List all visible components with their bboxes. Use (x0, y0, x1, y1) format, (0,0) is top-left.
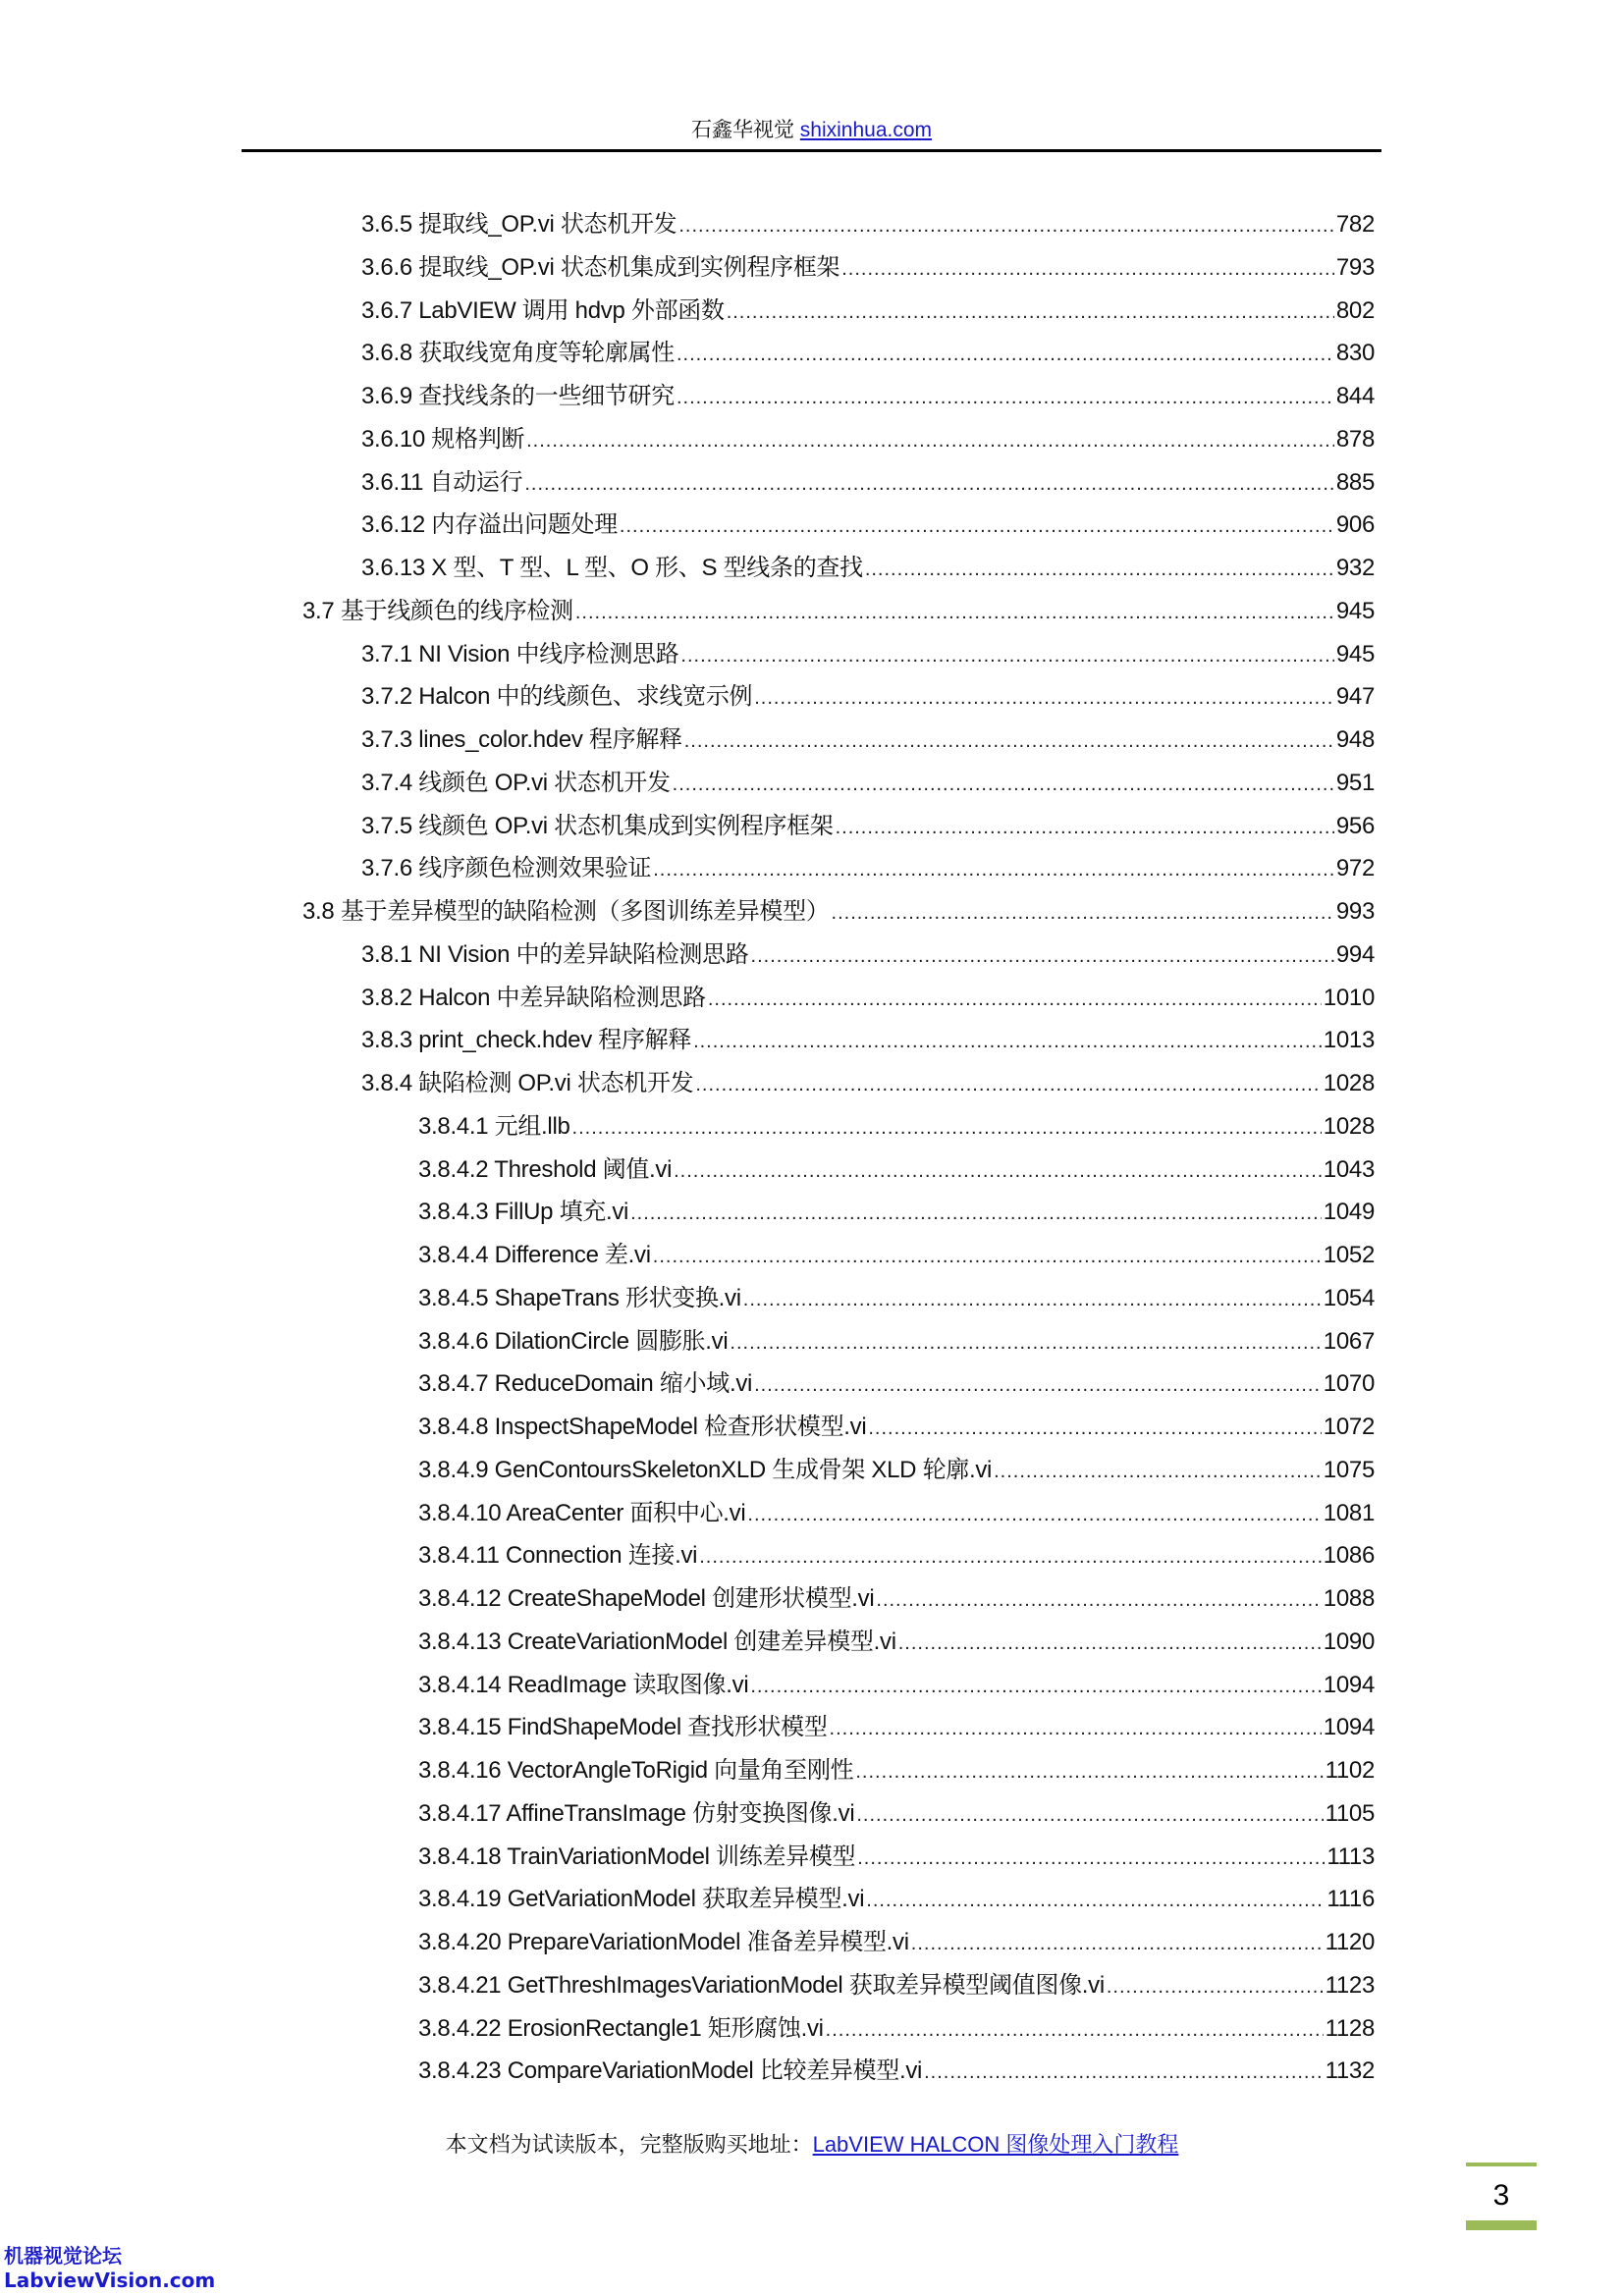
toc-entry-title: 3.8.4.12 CreateShapeModel 创建形状模型.vi (418, 1585, 875, 1612)
page-number: 3 (1492, 2179, 1510, 2212)
toc-entry[interactable] (361, 240, 1375, 283)
toc-entry-page: 994 (1335, 940, 1375, 968)
toc-entry[interactable] (418, 2001, 1375, 2044)
toc-entry[interactable] (361, 196, 1375, 240)
toc-entry-title: 3.8.4.22 ErosionRectangle1 矩形腐蚀.vi (418, 2014, 824, 2042)
toc-entry[interactable] (361, 626, 1375, 669)
toc-entry[interactable] (361, 1012, 1375, 1055)
toc-entry-page: 1028 (1323, 1112, 1375, 1140)
toc-entry-title: 3.6.6 提取线_OP.vi 状态机集成到实例程序框架 (361, 253, 840, 281)
toc-entry[interactable] (361, 540, 1375, 583)
toc-entry-page: 1102 (1325, 1757, 1375, 1784)
toc-entry-page: 1043 (1323, 1155, 1375, 1183)
toc-entry-title: 3.6.12 内存溢出问题处理 (361, 511, 618, 539)
toc-entry-page: 1123 (1325, 1971, 1375, 1999)
site-watermark (4, 2244, 215, 2293)
toc-entry[interactable] (418, 1871, 1375, 1914)
dot-leader (841, 255, 1334, 283)
toc-entry[interactable] (361, 454, 1375, 498)
toc-entry[interactable] (361, 411, 1375, 454)
toc-entry[interactable] (418, 1957, 1375, 2001)
dot-leader (572, 1114, 1322, 1142)
toc-entry[interactable] (418, 2043, 1375, 2086)
toc-entry[interactable] (361, 927, 1375, 970)
watermark-line1: 机器视觉论坛 (4, 2244, 122, 2268)
dot-leader (524, 470, 1334, 498)
header-title: 石鑫华视觉 (690, 119, 794, 141)
toc-entry[interactable] (418, 1786, 1375, 1829)
toc-entry-page: 844 (1335, 383, 1375, 409)
toc-entry-title: 3.6.10 规格判断 (361, 425, 525, 453)
dot-leader (754, 1371, 1322, 1399)
toc-entry-page: 1013 (1323, 1027, 1375, 1054)
toc-entry-title: 3.6.9 查找线条的一些细节研究 (361, 383, 675, 409)
toc-entry-page: 1010 (1323, 984, 1375, 1011)
toc-entry-page: 1052 (1323, 1242, 1375, 1268)
toc-entry[interactable] (361, 970, 1375, 1013)
dot-leader (653, 856, 1334, 883)
toc-entry-page: 1049 (1323, 1199, 1375, 1226)
toc-entry-title: 3.8.4.14 ReadImage 读取图像.vi (418, 1671, 749, 1698)
toc-entry-page: 793 (1335, 253, 1375, 281)
toc-entry-title: 3.8.4.1 元组.llb (418, 1112, 570, 1140)
dot-leader (680, 642, 1333, 669)
dot-leader (911, 1930, 1324, 1957)
toc-entry-page: 932 (1335, 555, 1375, 581)
toc-entry-page: 782 (1335, 211, 1375, 238)
toc-entry[interactable] (418, 1442, 1375, 1485)
toc-entry-title: 3.7.4 线颜色 OP.vi 状态机开发 (361, 769, 671, 796)
dot-leader (754, 684, 1334, 712)
toc-entry-title: 3.8.4.21 GetThreshImagesVariationModel 获取差异模型阈值图像.vi (418, 1971, 1105, 1999)
toc-entry[interactable] (302, 583, 1375, 626)
page-number-bar-top (1466, 2163, 1537, 2166)
dot-leader (674, 1157, 1322, 1185)
dot-leader (751, 942, 1334, 970)
toc-entry-title: 3.8.4.2 Threshold 阈值.vi (418, 1155, 673, 1183)
toc-entry-page: 885 (1335, 468, 1375, 496)
toc-entry[interactable] (418, 1399, 1375, 1442)
toc-entry[interactable] (418, 1829, 1375, 1872)
toc-entry[interactable] (418, 1485, 1375, 1528)
toc-entry-title: 3.8.4.19 GetVariationModel 获取差异模型.vi (418, 1886, 865, 1913)
toc-entry-title: 3.8.4.10 AreaCenter 面积中心.vi (418, 1499, 746, 1526)
toc-entry-page: 1090 (1323, 1628, 1375, 1655)
dot-leader (836, 814, 1334, 841)
toc-entry-page: 1054 (1323, 1284, 1375, 1311)
header-rule (242, 149, 1381, 152)
header-link[interactable]: shixinhua.com (799, 119, 933, 141)
toc-entry-page: 802 (1335, 296, 1375, 324)
toc-entry-title: 3.8.4.13 CreateVariationModel 创建差异模型.vi (418, 1628, 896, 1655)
dot-leader (1107, 1973, 1324, 2001)
toc-entry[interactable] (418, 1227, 1375, 1270)
toc-entry-title: 3.8.4.18 TrainVariationModel 训练差异模型 (418, 1842, 856, 1870)
toc-entry[interactable] (418, 1270, 1375, 1313)
toc-entry-page: 993 (1335, 898, 1375, 925)
toc-entry[interactable] (418, 1657, 1375, 1700)
dot-leader (677, 384, 1334, 411)
toc-entry-page: 906 (1335, 511, 1375, 539)
toc-entry-page: 1116 (1326, 1886, 1375, 1913)
toc-entry[interactable] (418, 1614, 1375, 1657)
toc-entry-title: 3.8.2 Halcon 中差异缺陷检测思路 (361, 984, 706, 1011)
dot-leader (620, 512, 1334, 540)
toc-entry-title: 3.7.6 线序颜色检测效果验证 (361, 855, 652, 882)
toc-entry-title: 3.8.4.8 InspectShapeModel 检查形状模型.vi (418, 1414, 867, 1440)
toc-entry-page: 1120 (1325, 1929, 1375, 1955)
toc-entry-page: 1128 (1325, 2014, 1375, 2042)
toc-entry-page: 1086 (1323, 1542, 1375, 1570)
toc-entry-title: 3.8.4.11 Connection 连接.vi (418, 1542, 698, 1570)
toc-entry-title: 3.7.5 线颜色 OP.vi 状态机集成到实例程序框架 (361, 812, 834, 839)
toc-entry-title: 3.8.3 print_check.hdev 程序解释 (361, 1027, 692, 1054)
dot-leader (830, 1715, 1322, 1742)
toc-entry-page: 1105 (1325, 1799, 1375, 1827)
toc-entry-title: 3.6.8 获取线宽角度等轮廓属性 (361, 340, 675, 367)
dot-leader (677, 341, 1334, 368)
toc-entry-title: 3.8.4.3 FillUp 填充.vi (418, 1199, 629, 1226)
dot-leader (526, 427, 1334, 454)
toc-entry-page: 1088 (1323, 1585, 1375, 1612)
dot-leader (826, 2016, 1324, 2044)
dot-leader (727, 298, 1334, 326)
toc-entry-page: 945 (1335, 640, 1375, 667)
toc-entry-title: 3.7.1 NI Vision 中线序检测思路 (361, 640, 679, 667)
header-text (242, 118, 1381, 143)
toc-entry-title: 3.8 基于差异模型的缺陷检测（多图训练差异模型） (302, 898, 830, 925)
toc-entry-page: 947 (1335, 683, 1375, 711)
toc-entry-page: 1028 (1323, 1070, 1375, 1096)
toc-entry-title: 3.8.4.23 CompareVariationModel 比较差异模型.vi (418, 2057, 923, 2085)
page-number-box (1466, 2163, 1537, 2231)
dot-leader (856, 1801, 1323, 1829)
dot-leader (708, 986, 1322, 1013)
toc-entry[interactable] (361, 755, 1375, 798)
toc-entry-page: 956 (1335, 812, 1375, 839)
dot-leader (876, 1586, 1321, 1614)
dot-leader (693, 1028, 1322, 1055)
toc-entry[interactable] (361, 325, 1375, 368)
toc-entry[interactable] (361, 283, 1375, 326)
toc-entry[interactable] (418, 1142, 1375, 1185)
toc-entry-title: 3.8.4.5 ShapeTrans 形状变换.vi (418, 1284, 741, 1311)
dot-leader (994, 1458, 1322, 1485)
toc-entry-page: 1067 (1323, 1327, 1375, 1355)
dot-leader (750, 1673, 1321, 1700)
toc-entry[interactable] (418, 1098, 1375, 1142)
toc-entry[interactable] (418, 1571, 1375, 1614)
toc-entry[interactable] (361, 840, 1375, 883)
toc-entry-title: 3.6.7 LabVIEW 调用 hdvp 外部函数 (361, 296, 725, 324)
toc-entry-page: 1094 (1323, 1714, 1375, 1741)
toc-entry-page: 972 (1335, 855, 1375, 882)
toc-entry-title: 3.7.2 Halcon 中的线颜色、求线宽示例 (361, 683, 753, 711)
dot-leader (832, 899, 1334, 927)
toc-entry[interactable] (302, 883, 1375, 927)
toc-entry[interactable] (361, 712, 1375, 755)
dot-leader (865, 556, 1334, 583)
toc-entry-page: 1072 (1323, 1414, 1375, 1440)
toc-entry-title: 3.8.4.9 GenContoursSkeletonXLD 生成骨架 XLD 轮廓.vi (418, 1456, 993, 1483)
toc-entry[interactable] (418, 1356, 1375, 1399)
toc-entry-page: 878 (1335, 425, 1375, 453)
toc-entry[interactable] (418, 1699, 1375, 1742)
dot-leader (684, 727, 1334, 755)
dot-leader (673, 771, 1334, 798)
toc-entry-title: 3.8.4.16 VectorAngleToRigid 向量角至刚性 (418, 1757, 854, 1784)
toc-entry-page: 830 (1335, 340, 1375, 367)
toc-entry[interactable] (418, 1742, 1375, 1786)
dot-leader (866, 1887, 1325, 1914)
dot-leader (924, 2058, 1323, 2086)
toc-entry[interactable] (361, 368, 1375, 411)
toc-entry-page: 945 (1335, 597, 1375, 624)
page-header (242, 110, 1381, 153)
dot-leader (855, 1758, 1323, 1786)
toc-entry[interactable] (418, 1184, 1375, 1227)
dot-leader (653, 1243, 1322, 1270)
toc-entry[interactable] (361, 497, 1375, 540)
toc-entry-title: 3.8.4.15 FindShapeModel 查找形状模型 (418, 1714, 828, 1741)
dot-leader (730, 1329, 1321, 1357)
toc-entry-page: 1081 (1323, 1499, 1375, 1526)
footer-note (0, 2130, 1624, 2160)
watermark-line2: LabviewVision.com (4, 2269, 216, 2292)
dot-leader (747, 1501, 1321, 1528)
toc-entry[interactable] (361, 798, 1375, 841)
toc-entry-title: 3.7.3 lines_color.hdev 程序解释 (361, 726, 682, 753)
toc-entry-page: 1075 (1323, 1456, 1375, 1483)
toc-entry-page: 948 (1335, 726, 1375, 753)
toc-entry-title: 3.8.4.7 ReduceDomain 缩小域.vi (418, 1370, 753, 1398)
toc-entry[interactable] (418, 1313, 1375, 1357)
dot-leader (868, 1415, 1321, 1442)
dot-leader (699, 1543, 1322, 1571)
dot-leader (678, 212, 1333, 240)
footer-note-text: 本文档为试读版本，完整版购买地址： (445, 2132, 813, 2157)
toc-entry[interactable] (418, 1527, 1375, 1571)
toc-entry-title: 3.6.13 X 型、T 型、L 型、O 形、S 型线条的查找 (361, 555, 863, 581)
toc-entry-title: 3.8.1 NI Vision 中的差异缺陷检测思路 (361, 940, 749, 968)
toc-entry-title: 3.8.4.17 AffineTransImage 仿射变换图像.vi (418, 1799, 855, 1827)
dot-leader (857, 1844, 1325, 1872)
dot-leader (695, 1071, 1321, 1098)
toc-entry-page: 1113 (1326, 1842, 1375, 1870)
dot-leader (898, 1629, 1322, 1657)
toc-entry-title: 3.6.11 自动运行 (361, 468, 523, 496)
toc-entry[interactable] (361, 1055, 1375, 1098)
purchase-link[interactable]: LabVIEW HALCON 图像处理入门教程 (812, 2132, 1179, 2157)
toc-entry-page: 1070 (1323, 1370, 1375, 1398)
page-number-bar-bottom (1466, 2220, 1537, 2230)
toc-entry-title: 3.8.4.20 PrepareVariationModel 准备差异模型.vi (418, 1929, 909, 1955)
toc-entry-page: 1132 (1325, 2057, 1375, 2085)
toc-entry[interactable] (418, 1914, 1375, 1957)
dot-leader (575, 599, 1334, 626)
toc-entry-title: 3.7 基于线颜色的线序检测 (302, 597, 573, 624)
toc-entry-title: 3.8.4 缺陷检测 OP.vi 状态机开发 (361, 1070, 694, 1096)
toc-entry-title: 3.8.4.4 Difference 差.vi (418, 1242, 651, 1268)
dot-leader (630, 1200, 1322, 1227)
toc-entry[interactable] (361, 668, 1375, 712)
toc-entry-title: 3.8.4.6 DilationCircle 圆膨胀.vi (418, 1327, 729, 1355)
toc-entry-title: 3.6.5 提取线_OP.vi 状态机开发 (361, 211, 677, 238)
toc-entry-page: 951 (1335, 769, 1375, 796)
dot-leader (743, 1286, 1322, 1313)
toc-entry-page: 1094 (1323, 1671, 1375, 1698)
